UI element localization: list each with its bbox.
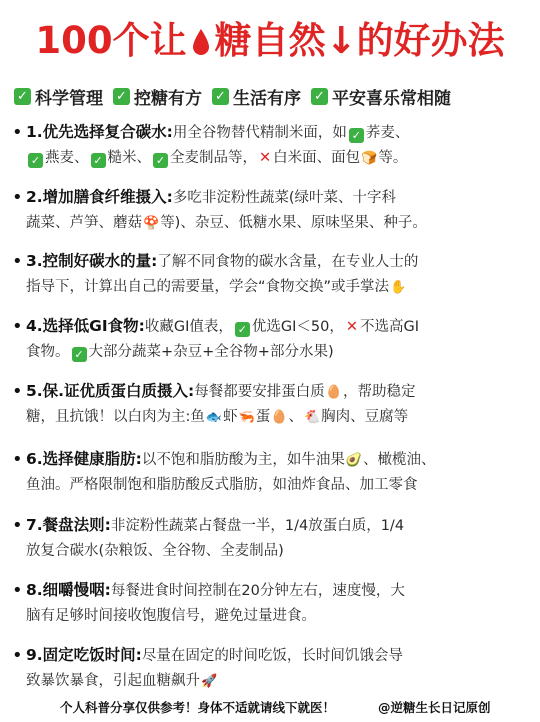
tip-item-9: • 9.固定吃饭时间:尽量在固定的时间吃饭，长时间饥饿会导 致暴饮暴食，引起血糖飙升🚀: [26, 643, 526, 694]
check-mark-icon: ✓: [113, 88, 130, 105]
fish-icon: 🐟: [205, 410, 223, 425]
egg-icon: 🥚: [271, 410, 288, 425]
blood-drop-icon: [191, 22, 211, 50]
check-mark-icon: ✓: [153, 153, 168, 168]
egg-icon: 🥚: [325, 385, 342, 400]
check-mark-icon: ✓: [91, 153, 106, 168]
tag-item: ✓ 科学管理: [14, 84, 103, 109]
disclaimer-text: 个人科普分享仅供参考！身体不适就请线下就医！: [60, 700, 336, 715]
tip-item-8: • 8.细嚼慢咽:每餐进食时间控制在20分钟左右，速度慢，大 脑有足够时间接收饱腹信号，避免过量进食。: [12, 580, 405, 624]
tag-item: ✓ 平安喜乐常相随: [311, 84, 451, 109]
footer: [0, 694, 540, 720]
tip-item-5: • 5.保.证优质蛋白质摄入:每餐都要安排蛋白质🥚，帮助稳定 糖，且抗饿！以白肉为主:鱼🐟虾🦐蛋🥚、🐔胸肉、豆腐等: [26, 379, 526, 430]
tip-item-7: • 7.餐盘法则:非淀粉性蔬菜占餐盘一半，1/4放蛋白质，1/4 放复合碳水(杂粮饭、全谷物、全麦制品): [12, 515, 405, 559]
rocket-icon: 🚀: [201, 674, 218, 689]
bullet: •: [12, 187, 23, 208]
cross-mark-icon: ✕: [259, 150, 272, 166]
check-mark-icon: ✓: [311, 88, 328, 105]
tip-item-2: • 2.增加膳食纤维摄入:多吃非淀粉性蔬菜(绿叶菜、十字科 蔬菜、芦笋、蘑菇🍄等)、杂豆、低糖水果、原味坚果、种子。: [26, 185, 526, 236]
avocado-icon: 🥑: [345, 453, 363, 468]
cross-mark-icon: ✕: [345, 319, 359, 335]
check-mark-icon: ✓: [72, 347, 87, 362]
tip-item-3: • 3.控制好碳水的量:了解不同食物的碳水含量，在专业人士的 指导下，计算出自己的需要量，学会“食物交换”或手掌法✋: [26, 249, 526, 300]
check-mark-icon: ✓: [28, 153, 43, 168]
tip-item-4: • 4.选择低GI食物:收藏GI值表， ✓ 优选GI＜50， ✕ 不选高GI 食物。 ✓ 大部分蔬菜+杂豆+全谷物+部分水果): [12, 316, 420, 361]
check-mark-icon: ✓: [212, 88, 229, 105]
title-post: 糖自然↓的好办法: [214, 19, 505, 62]
title-pre: 100个让: [35, 19, 187, 62]
page-title: [0, 10, 540, 64]
bullet: •: [12, 316, 23, 337]
bread-icon: 🍞: [361, 151, 378, 166]
check-mark-icon: ✓: [349, 128, 364, 143]
author-credit: @逆糖生长日记原创: [378, 700, 491, 715]
check-mark-icon: ✓: [235, 322, 250, 337]
bullet: •: [12, 449, 23, 470]
bullet: •: [12, 515, 23, 536]
check-mark-icon: ✓: [14, 88, 31, 105]
bullet: •: [12, 645, 23, 666]
tag-item: ✓ 生活有序: [212, 84, 301, 109]
hand-icon: ✋: [390, 280, 407, 295]
bullet: •: [12, 122, 23, 143]
mushroom-icon: 🍄: [143, 216, 160, 231]
bullet: •: [12, 580, 23, 601]
shrimp-icon: 🦐: [238, 410, 255, 425]
tip-item-1: • 1.优先选择复合碳水:用全谷物替代精制米面，如 ✓ 荞麦、 ✓ 燕麦、 ✓ 糙米、 ✓ 全麦制品等， ✕ 白米面、面包🍞等。: [26, 120, 526, 171]
tip-item-6: • 6.选择健康脂肪:以不饱和脂肪酸为主，如牛油果🥑、橄榄油、 鱼油。严格限制饱和脂肪酸反式脂肪，如油炸食品、加工零食: [12, 449, 436, 493]
bullet: •: [12, 381, 23, 402]
chicken-icon: 🐔: [303, 410, 321, 425]
tag-row: [14, 81, 534, 111]
bullet: •: [12, 251, 23, 272]
tag-item: ✓ 控糖有方: [113, 84, 202, 109]
